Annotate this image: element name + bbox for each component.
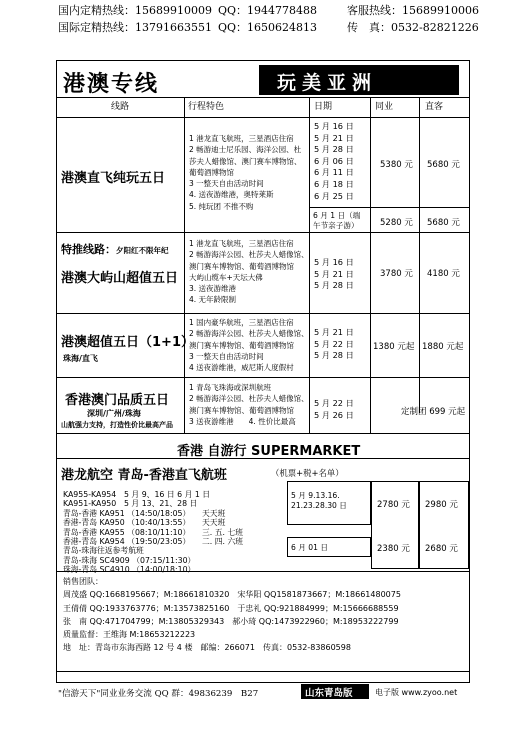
route-2-tag-note: 夕阳红不限年纪 [116, 246, 169, 255]
date-item: 5 月 26 日 [314, 409, 354, 420]
feature-line: 1 国内豪华航班，三星酒店住宿 [189, 318, 294, 327]
sales-line: 周茂盛 QQ:1668195667；M:18661810320 宋华阳 QQ1581873667；M:18661480075 [63, 590, 401, 600]
route-1-special-date: 6 月 1 日（端午节亲子游） [313, 211, 361, 230]
feature-line: 3 送夜游维港 4. 性价比最高 [189, 416, 296, 426]
route-1-dates [314, 121, 354, 202]
fax: 0532-82821226 [391, 21, 479, 34]
feature-line: 3 一整天自由活动时间 [189, 179, 264, 189]
feature-line: 2 畅游海洋公园、杜莎夫人蜡像馆、 [189, 329, 309, 339]
sales-line: 质量监督：王维海 M:18653212223 [63, 630, 196, 640]
date-item: 5 月 21 日 [314, 327, 354, 337]
qq-2: 1650624813 [247, 21, 318, 34]
edition-badge: 山东青岛版 [305, 688, 353, 699]
feature-line: 葡萄酒博物馆 [189, 167, 234, 177]
brochure-table [56, 60, 470, 683]
date-item: 5 月 28 日 [314, 350, 354, 361]
route-3-features [189, 317, 309, 373]
intl-hotline-label: 国际定精热线： [58, 21, 135, 34]
slot-2-dates: 6 月 01 日 [291, 543, 328, 552]
divider [419, 97, 420, 413]
route-4-dates [314, 398, 354, 421]
sales-line: 张 南 QQ:471704799；M:13805329343 郝小琦 QQ:1473922960；M:18953222799 [63, 616, 399, 626]
route-2-retail-price: 4180 元 [427, 269, 460, 279]
feature-line: 3 一整天自由活动时间 [189, 351, 264, 361]
service-hotline-wrap [347, 4, 479, 18]
divider [309, 207, 469, 208]
route-1-trade-price: 5380 元 [380, 160, 413, 170]
feature-line: 5. 纯玩团 不推不购 [189, 201, 254, 211]
flight-line: 青岛-香港 KA951 （14:50/18:05） 天天班 [63, 508, 226, 518]
flight-line: 香港-青岛 KA954 （19:50/23:05） 二. 四. 六班 [63, 537, 244, 547]
footer-right: 电子版 www.zyoo.net [375, 688, 458, 697]
date-item: 5 月 16 日 [314, 257, 354, 267]
route-4-note: 山航强力支持，打造性价比最高产品 [61, 421, 173, 429]
sales-line: 王倩倩 QQ:1933763776；M:13573825160 于忠礼 QQ:921884999；M:15666688559 [63, 603, 399, 613]
flight-note: （机票+税+名单） [271, 468, 344, 478]
date-item: 6 月 06 日 [314, 155, 354, 166]
route-3-retail-price: 1880 元起 [422, 342, 464, 352]
fax-label: 传 真： [347, 21, 391, 34]
date-item: 5 月 22 日 [314, 398, 354, 408]
service-hotline-label: 客服热线： [347, 4, 402, 17]
date-item: 5 月 21 日 [314, 132, 354, 143]
feature-line: 4. 送夜游维港，奥特莱斯 [189, 190, 274, 200]
date-item: 6 月 25 日 [314, 190, 354, 201]
domestic-hotline: 15689910009 [135, 4, 212, 17]
date-item: 5 月 28 日 [314, 144, 354, 155]
slot-trade-box [371, 481, 419, 569]
fax-wrap [347, 21, 479, 35]
slot-2-trade: 2380 元 [377, 544, 410, 554]
flight-line: 青岛-香港 KA955 （08:10/11:10） 三. 五. 七班 [63, 527, 244, 537]
divider [57, 97, 469, 98]
feature-line: 大屿山缆车+天坛大佛 [189, 272, 263, 282]
date-item: 5 月 28 日 [314, 280, 354, 291]
flight-line: 青岛-珠海往返参考航班 [63, 546, 144, 556]
divider [57, 313, 469, 314]
route-1-special-retail: 5680 元 [427, 218, 460, 228]
qq-2-wrap [218, 21, 317, 35]
flight-line: 青岛-珠海 SC4909 （07:15/11:30） [63, 555, 196, 565]
route-1-retail-price: 5680 元 [427, 160, 460, 170]
divider [184, 97, 185, 433]
feature-line: 2 畅游海洋公园、杜莎夫人蜡像馆、 [189, 394, 309, 404]
col-header-route: 线路 [111, 102, 130, 112]
divider [57, 433, 469, 434]
divider [57, 671, 469, 672]
col-header-retail: 直客 [425, 102, 444, 112]
route-1-special-trade: 5280 元 [380, 218, 413, 228]
slot-1-dates: 5 月 9.13.16. 21.23.28.30 日 [291, 491, 347, 510]
slot-2-retail: 2680 元 [425, 544, 458, 554]
route-3-name: 港澳超值五日（1+1） [61, 335, 194, 350]
date-item: 5 月 21 日 [314, 268, 354, 279]
qq-2-label: QQ： [218, 21, 248, 34]
route-3-sub: 珠海/直飞 [63, 354, 98, 363]
route-2-trade-price: 3780 元 [380, 269, 413, 279]
route-1-features [189, 133, 302, 212]
date-item: 6 月 11 日 [314, 167, 354, 178]
feature-line: 2 畅游迪士尼乐园、海洋公园、杜 [189, 145, 302, 155]
qq-1: 1944778488 [247, 4, 318, 17]
date-item: 6 月 18 日 [314, 178, 354, 189]
domestic-hotline-label: 国内定精热线： [58, 4, 135, 17]
qq-1-label: QQ： [218, 4, 248, 17]
col-header-trade: 同业 [375, 102, 394, 112]
route-4-group-price: 定制团 699 元起 [401, 407, 466, 417]
feature-line: 1 港龙直飞航班，三星酒店住宿 [189, 134, 294, 143]
supermarket-title: 香港 自游行 SUPERMARKET [177, 444, 361, 459]
route-2-tag-label: 特推线路： [61, 243, 116, 256]
contact-row-1 [58, 4, 212, 18]
route-2-features [189, 238, 309, 306]
feature-line: 澳门赛车博物馆、葡萄酒博物馆 [189, 261, 294, 271]
route-4-features [189, 382, 309, 427]
col-header-date: 日期 [314, 102, 333, 112]
route-3-trade-price: 1380 元起 [373, 342, 415, 352]
contact-row-2 [58, 21, 212, 35]
flight-line: 香港-青岛 KA950 （10:40/13:55） 天天班 [63, 518, 226, 528]
flight-line: KA951-KA950 5 月 13、21、28 日 [63, 499, 198, 509]
feature-line: 1 青岛飞珠海或深圳航班 [189, 383, 272, 392]
slot-1-trade: 2780 元 [377, 500, 410, 510]
feature-line: 4. 无年龄限制 [189, 295, 237, 305]
route-2-name: 港澳大屿山超值五日 [61, 271, 179, 286]
divider [57, 232, 469, 233]
service-hotline: 15689910006 [402, 4, 479, 17]
flight-list [63, 490, 243, 575]
footer-left: "信游天下"同业业务交流 QQ 群：49836239 B27 [58, 689, 259, 699]
flight-line: KA955-KA954 5 月 9、16 日 6 月 1 日 [63, 490, 211, 499]
route-2-tag [61, 241, 169, 257]
date-item: 5 月 16 日 [314, 121, 354, 131]
route-4-name: 香港澳门品质五日 [65, 393, 170, 408]
qq-1-wrap [218, 4, 317, 18]
flight-title: 港龙航空 青岛-香港直飞航班 [61, 468, 227, 483]
feature-line: 澳门赛车博物馆、葡萄酒博物馆 [189, 405, 294, 415]
sales-team [63, 575, 401, 655]
route-3-dates [314, 327, 354, 362]
flight-line: 珠海-青岛 SC4910 （14:00/18:10） [63, 565, 196, 575]
feature-line: 澳门赛车博物馆、葡萄酒博物馆 [189, 340, 294, 350]
feature-line: 4 送夜游维港，威尼斯人度假村 [189, 363, 294, 373]
sales-title: 销售团队： [63, 577, 103, 586]
divider [57, 117, 469, 118]
feature-line: 2 畅游海洋公园、杜莎夫人蜡像馆、 [189, 250, 309, 260]
feature-line: 1 港龙直飞航班，三星酒店住宿 [189, 239, 294, 248]
divider [309, 97, 310, 433]
col-header-features: 行程特色 [188, 102, 225, 112]
feature-line: 莎夫人蜡像馆、澳门赛车博物馆、 [189, 156, 302, 166]
route-4-sub: 深圳/广州/珠海 [87, 409, 141, 418]
route-1-name: 港澳直飞纯玩五日 [61, 171, 166, 186]
divider [370, 97, 371, 433]
feature-line: 3. 送夜游维港 [189, 284, 237, 294]
sales-line: 地 址：青岛市东海西路 12 号 4 楼 邮编：266071 传真：0532-83860598 [63, 643, 351, 653]
intl-hotline: 13791663551 [135, 21, 212, 34]
banner-subtitle: 玩美亚洲 [277, 72, 378, 94]
divider [57, 377, 469, 378]
banner-title: 港澳专线 [63, 72, 160, 97]
date-item: 5 月 22 日 [314, 338, 354, 349]
slot-1-retail: 2980 元 [425, 500, 458, 510]
slot-retail-box [419, 481, 469, 569]
route-2-dates [314, 257, 354, 292]
